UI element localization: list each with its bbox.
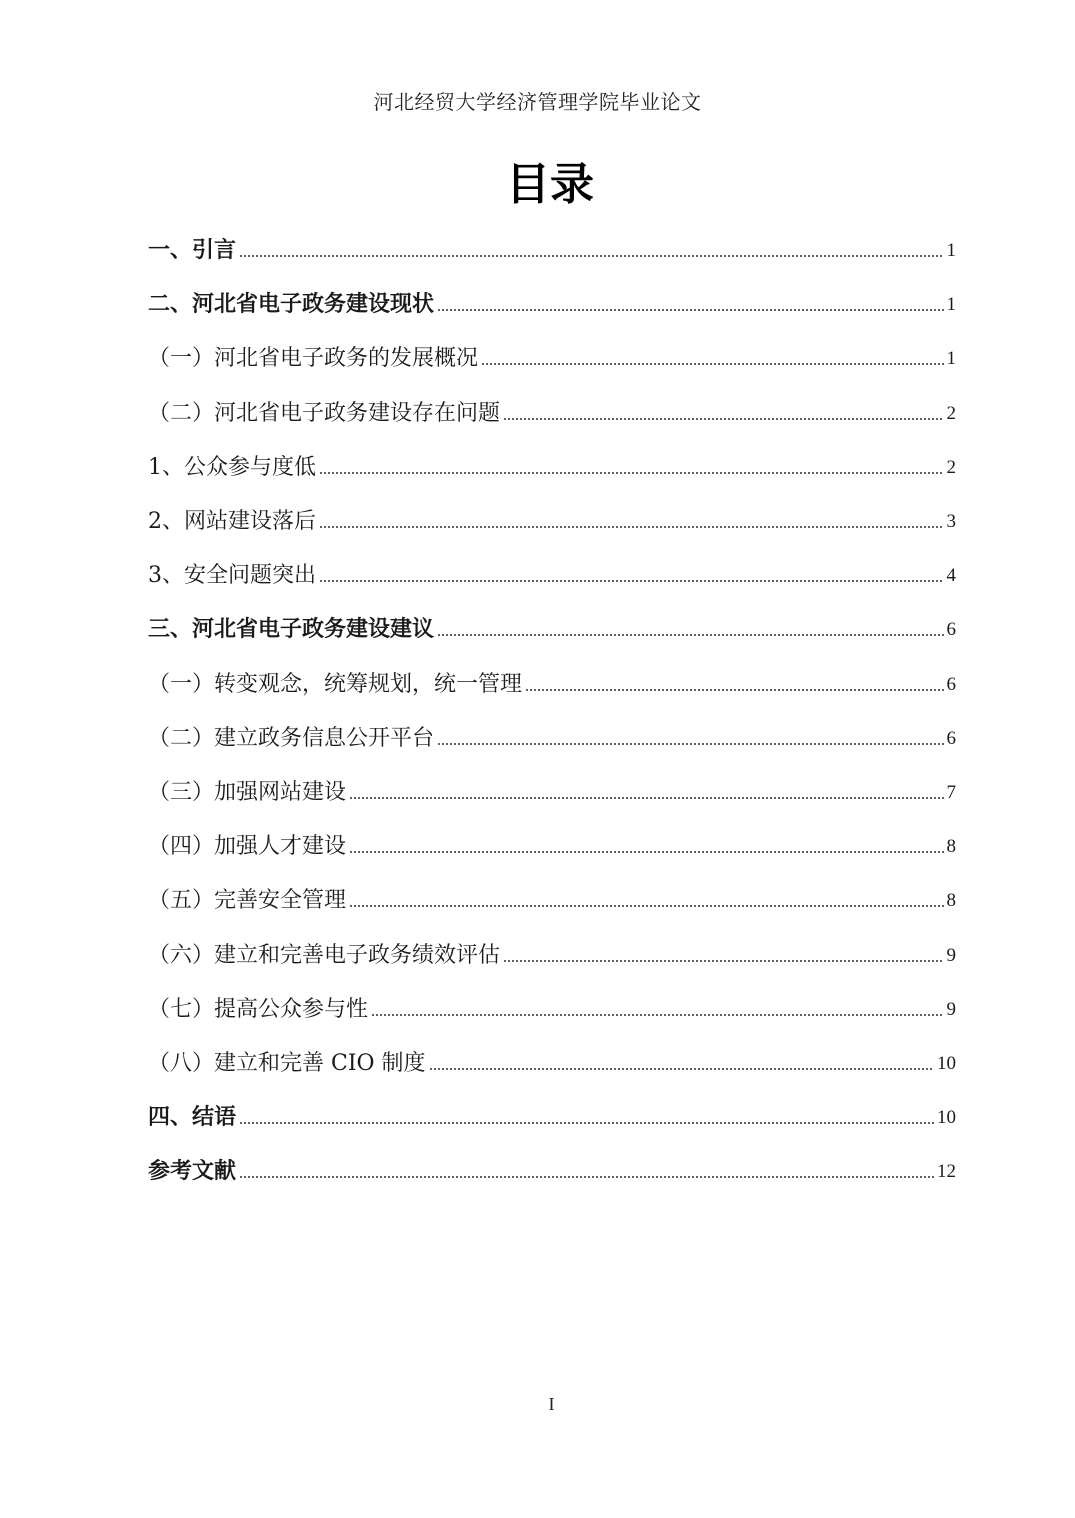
toc-entry-page: 12	[937, 1161, 956, 1183]
toc-entry-page: 9	[946, 944, 956, 966]
running-header: 河北经贸大学经济管理学院毕业论文	[373, 90, 702, 114]
toc-entry[interactable]	[148, 393, 956, 429]
toc-entry[interactable]	[148, 447, 956, 483]
toc-entry-text: （七）提高公众参与性	[148, 996, 369, 1022]
toc-entry-text: （六）建立和完善电子政务绩效评估	[148, 942, 501, 968]
toc-leader-dots	[525, 689, 943, 691]
toc-entry[interactable]	[148, 880, 956, 916]
toc-leader-dots	[349, 797, 943, 799]
toc-leader-dots	[349, 905, 943, 907]
toc-entry-page: 3	[946, 511, 956, 532]
toc-entry-text: 二、河北省电子政务建设现状	[148, 292, 435, 318]
toc-entry-text: 2、网站建设落后	[148, 509, 316, 534]
toc-entry[interactable]	[148, 1097, 956, 1133]
toc-entry[interactable]	[148, 989, 956, 1025]
toc-leader-dots	[239, 1122, 934, 1124]
toc-leader-dots	[429, 1068, 934, 1070]
toc-entry-page: 2	[946, 456, 956, 478]
toc-leader-dots	[319, 526, 944, 528]
toc-entry-page: 10	[937, 1107, 956, 1129]
toc-entry-page: 7	[946, 782, 956, 803]
toc-entry-text: 一、引言	[148, 238, 237, 263]
toc-leader-dots	[371, 1014, 943, 1016]
toc-entry-page: 4	[946, 565, 956, 587]
toc-entry-page: 6	[946, 619, 956, 641]
toc-entry-page: 8	[946, 890, 956, 912]
toc-leader-dots	[503, 418, 943, 420]
toc-entry[interactable]	[148, 230, 956, 266]
page-title: 目录	[506, 159, 594, 210]
toc-entry-text: （三）加强网站建设	[148, 780, 347, 805]
toc-entry-page: 1	[946, 348, 956, 370]
toc-leader-dots	[437, 309, 943, 311]
toc-entry[interactable]	[148, 935, 956, 971]
toc-entry[interactable]	[148, 555, 956, 591]
toc-entry-text: （二）建立政务信息公开平台	[148, 725, 435, 751]
toc-entry-text: （四）加强人才建设	[148, 834, 347, 860]
toc-entry-page: 6	[946, 727, 956, 749]
toc-entry-text: 四、结语	[148, 1105, 237, 1131]
toc-entry-text: 三、河北省电子政务建设建议	[148, 617, 435, 643]
toc-entry-page: 8	[946, 836, 956, 858]
toc-entry[interactable]	[148, 284, 956, 320]
toc-entry-text: （二）河北省电子政务建设存在问题	[148, 400, 501, 426]
toc-entry-page: 10	[937, 1053, 956, 1074]
toc-entry[interactable]	[148, 1151, 956, 1187]
toc-entry-text: （八）建立和完善 CIO 制度	[148, 1051, 426, 1076]
toc-entry[interactable]	[148, 826, 956, 862]
toc-entry[interactable]	[148, 338, 956, 374]
toc-entry[interactable]	[148, 609, 956, 645]
toc-entry[interactable]	[148, 718, 956, 754]
toc-leader-dots	[239, 255, 943, 257]
toc-entry[interactable]	[148, 501, 956, 537]
toc-entry-text: 1、公众参与度低	[148, 454, 316, 480]
toc-entry[interactable]	[148, 1043, 956, 1079]
toc-entry-page: 1	[946, 240, 956, 261]
toc-entry-text: （一）河北省电子政务的发展概况	[148, 346, 479, 372]
toc-leader-dots	[437, 634, 943, 636]
toc-leader-dots	[319, 580, 944, 582]
toc-entry[interactable]	[148, 772, 956, 808]
toc-entry[interactable]	[148, 664, 956, 700]
toc-entry-page: 9	[946, 998, 956, 1020]
toc-entry-text: 参考文献	[148, 1159, 237, 1185]
toc-entry-page: 6	[946, 673, 956, 695]
toc-leader-dots	[503, 960, 943, 962]
toc-leader-dots	[239, 1176, 934, 1178]
toc-entry-page: 1	[946, 294, 956, 316]
toc-entry-text: （一）转变观念，统筹规划，统一管理	[148, 671, 523, 697]
page-number: I	[548, 1394, 555, 1414]
toc-entry-page: 2	[946, 402, 956, 424]
toc-entry-text: （五）完善安全管理	[148, 888, 347, 914]
toc-leader-dots	[437, 743, 943, 745]
toc-leader-dots	[319, 472, 944, 474]
toc-leader-dots	[481, 363, 943, 365]
toc-entry-text: 3、安全问题突出	[148, 563, 316, 589]
toc-leader-dots	[349, 851, 943, 853]
